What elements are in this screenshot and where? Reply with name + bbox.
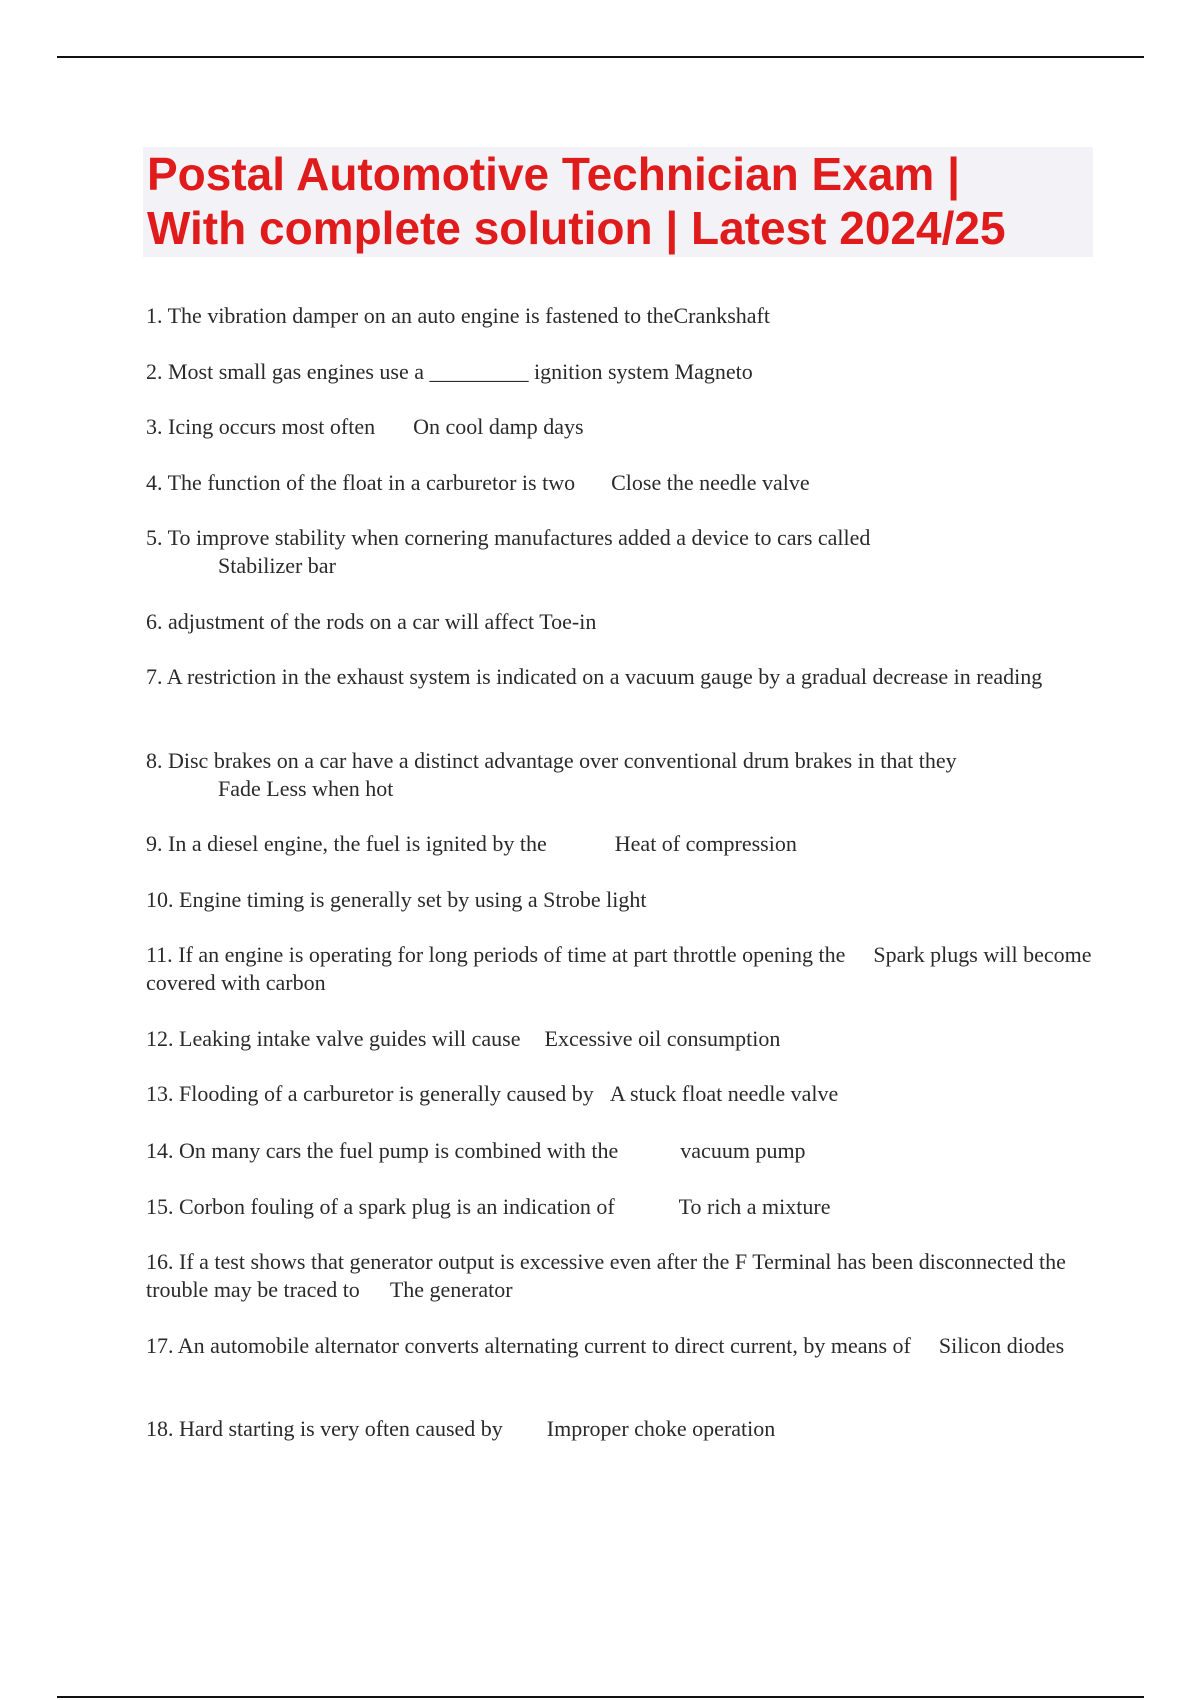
qa-answer: Heat of compression [614, 831, 797, 856]
qa-item-6 [146, 608, 1096, 636]
qa-question: The vibration damper on an auto engine is fastened to the [167, 303, 674, 328]
qa-number: 3. [146, 414, 163, 439]
qa-number: 18. [146, 1416, 174, 1441]
qa-item-13 [146, 1080, 1096, 1108]
qa-number: 5. [146, 525, 163, 550]
qa-answer: vacuum pump [680, 1138, 806, 1163]
qa-question: Leaking intake valve guides will cause [179, 1026, 521, 1051]
qa-question: Hard starting is very often caused by [179, 1416, 503, 1441]
qa-answer: On cool damp days [413, 414, 584, 439]
qa-question: adjustment of the rods on a car will affect [168, 609, 535, 634]
qa-question: If an engine is operating for long periods of time at part throttle opening the [178, 942, 846, 967]
qa-answer: Silicon diodes [938, 1333, 1065, 1358]
qa-question: If a test shows that generator output is excessive even after the F Terminal has been disconnected the trouble may be traced to [146, 1249, 1072, 1302]
qa-item-14 [146, 1137, 1096, 1165]
qa-question: In a diesel engine, the fuel is ignited by the [168, 831, 547, 856]
qa-answer: Stabilizer bar [218, 553, 336, 578]
qa-answer: A stuck float needle valve [609, 1081, 839, 1106]
qa-question: Most small gas engines use a _________ ignition system [168, 359, 670, 384]
qa-item-10 [146, 886, 1096, 914]
qa-number: 1. [146, 303, 163, 328]
page-title-line-1: Postal Automotive Technician Exam | [147, 148, 960, 200]
qa-question: The function of the float in a carburetor is two [167, 470, 576, 495]
qa-answer: Fade Less when hot [218, 776, 394, 801]
qa-question: Engine timing is generally set by using a [179, 887, 538, 912]
qa-item-1 [146, 302, 1096, 330]
qa-number: 17. [146, 1333, 174, 1358]
qa-answer: gradual decrease in reading [800, 664, 1043, 689]
qa-answer: Improper choke operation [546, 1416, 776, 1441]
qa-item-12 [146, 1025, 1096, 1053]
qa-number: 6. [146, 609, 163, 634]
qa-number: 10. [146, 887, 174, 912]
qa-number: 9. [146, 831, 163, 856]
qa-number: 4. [146, 470, 163, 495]
qa-item-4 [146, 469, 1096, 497]
bottom-rule [57, 1696, 1144, 1698]
qa-answer: The generator [389, 1277, 513, 1302]
qa-item-9 [146, 830, 1096, 858]
qa-answer: To rich a mixture [678, 1194, 831, 1219]
qa-answer: Crankshaft [673, 303, 770, 328]
qa-number: 14. [146, 1138, 174, 1163]
qa-number: 13. [146, 1081, 174, 1106]
qa-item-11 [146, 941, 1096, 997]
qa-question: Icing occurs most often [168, 414, 376, 439]
page-title-line-2: With complete solution | Latest 2024/25 [147, 202, 1006, 254]
qa-answer: Close the needle valve [611, 470, 810, 495]
qa-number: 12. [146, 1026, 174, 1051]
qa-item-8 [146, 747, 1096, 803]
qa-question: Disc brakes on a car have a distinct advantage over conventional drum brakes in that they [168, 748, 957, 773]
qa-answer: Toe-in [539, 609, 597, 634]
qa-item-5 [146, 524, 1096, 580]
qa-item-3 [146, 413, 1096, 441]
qa-answer: Magneto [674, 359, 753, 384]
qa-question: An automobile alternator converts alternating current to direct current, by means of [177, 1333, 911, 1358]
qa-question: On many cars the fuel pump is combined with the [179, 1138, 619, 1163]
qa-number: 11. [146, 942, 173, 967]
qa-item-18 [146, 1415, 1096, 1443]
qa-item-15 [146, 1193, 1096, 1221]
qa-item-17 [146, 1332, 1096, 1360]
qa-item-2 [146, 358, 1096, 386]
qa-question: Corbon fouling of a spark plug is an indication of [179, 1194, 615, 1219]
qa-number: 7. [146, 664, 163, 689]
qa-item-16 [146, 1248, 1096, 1304]
qa-question: A restriction in the exhaust system is indicated on a vacuum gauge by a [166, 664, 796, 689]
qa-question: To improve stability when cornering manufactures added a device to cars called [167, 525, 871, 550]
qa-number: 15. [146, 1194, 174, 1219]
qa-number: 2. [146, 359, 163, 384]
qa-answer: Excessive oil consumption [544, 1026, 781, 1051]
qa-answer: Spark plugs will become covered with carbon [146, 942, 1097, 995]
qa-item-7 [146, 663, 1096, 691]
qa-question: Flooding of a carburetor is generally caused by [179, 1081, 594, 1106]
qa-number: 16. [146, 1249, 174, 1274]
qa-number: 8. [146, 748, 163, 773]
qa-answer: Strobe light [543, 887, 647, 912]
top-rule [57, 56, 1144, 58]
